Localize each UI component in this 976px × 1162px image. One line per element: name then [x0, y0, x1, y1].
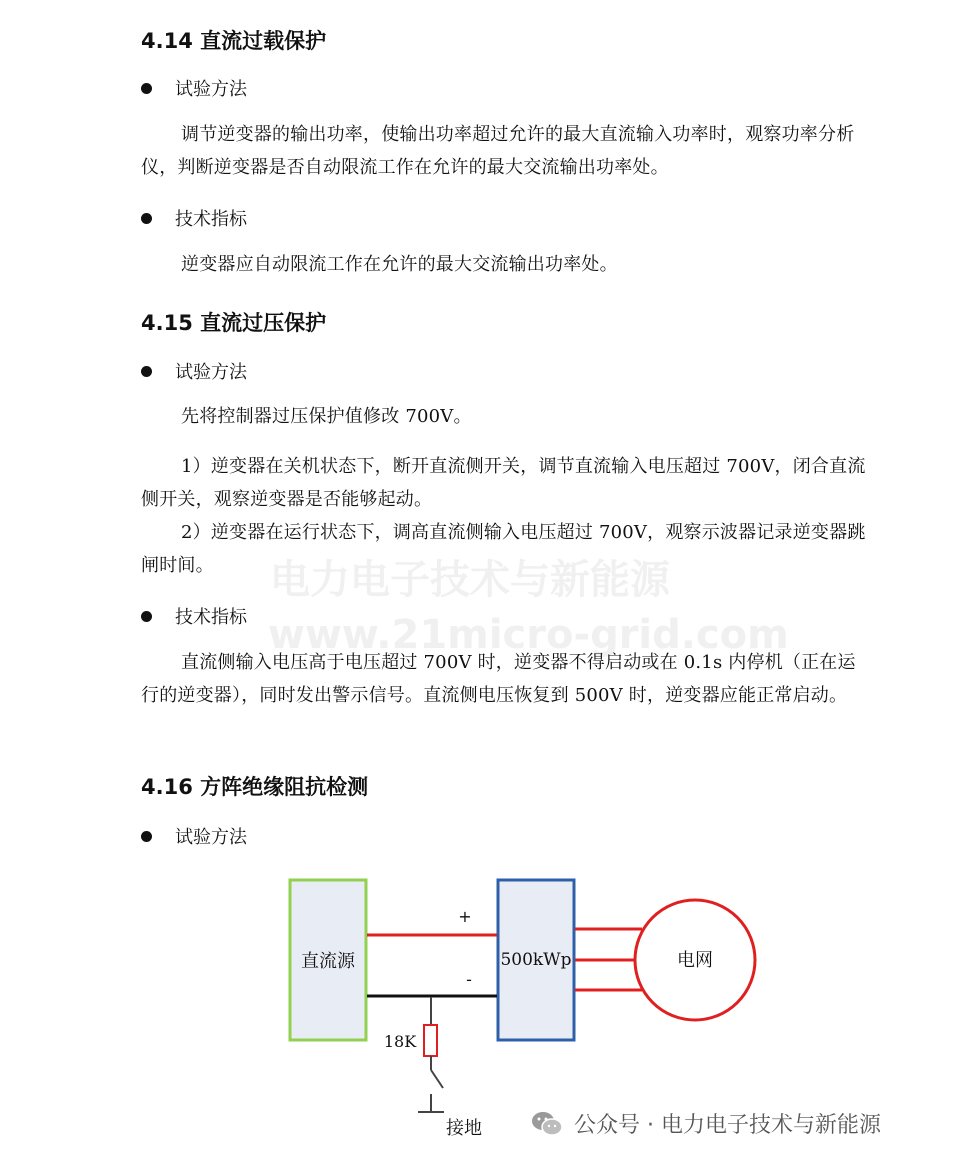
bullet-label: 技术指标	[175, 209, 247, 230]
section-heading-4-16: 4.16 方阵绝缘阻抗检测	[141, 775, 369, 799]
ground-label: 接地	[446, 1118, 482, 1139]
paragraph-spec-4-15: 直流侧输入电压高于电压超过 700V 时，逆变器不得启动或在 0.1s 内停机（正在运行的逆变器），同时发出警示信号。直流侧电压恢复到 500V 时，逆变器应能正常启动。	[141, 652, 856, 706]
grid-label: 电网	[677, 950, 713, 971]
section-heading-4-14: 4.14 直流过载保护	[141, 29, 327, 53]
dc-source-label: 直流源	[301, 951, 355, 972]
wechat-icon	[530, 1109, 564, 1139]
plus-label: +	[458, 907, 472, 926]
watermark-title: 电力电子技术与新能源	[270, 557, 670, 603]
bullet-label: 技术指标	[175, 607, 247, 628]
switch-blade	[431, 1070, 443, 1088]
bullet-label: 试验方法	[175, 362, 247, 383]
footer-attribution	[530, 1108, 881, 1139]
paragraph-method-4-14: 调节逆变器的输出功率，使输出功率超过允许的最大直流输入功率时，观察功率分析仪，判断逆变器是否自动限流工作在允许的最大交流输出功率处。	[141, 124, 855, 178]
bullet-label: 试验方法	[175, 79, 247, 100]
watermark-url: www.21micro-grid.com	[268, 612, 789, 658]
inverter-label: 500kWp	[500, 950, 572, 970]
resistor-label: 18K	[383, 1032, 417, 1051]
minus-label: -	[466, 970, 472, 989]
paragraph-intro-4-15: 先将控制器过压保护值修改 700V。	[181, 406, 472, 427]
section-heading-4-15: 4.15 直流过压保护	[141, 311, 327, 335]
paragraph-step1-4-15: 1）逆变器在关机状态下，断开直流侧开关，调节直流输入电压超过 700V，闭合直流侧开关，观察逆变器是否能够起动。	[141, 456, 866, 510]
paragraph-spec-4-14: 逆变器应自动限流工作在允许的最大交流输出功率处。	[181, 254, 618, 275]
bullet-label: 试验方法	[175, 827, 247, 848]
footer-text: 公众号 · 电力电子技术与新能源	[574, 1113, 881, 1138]
paragraph-step2-4-15: 2）逆变器在运行状态下，调高直流侧输入电压超过 700V，观察示波器记录逆变器跳闸时间。	[141, 522, 866, 576]
resistor	[424, 1025, 437, 1056]
